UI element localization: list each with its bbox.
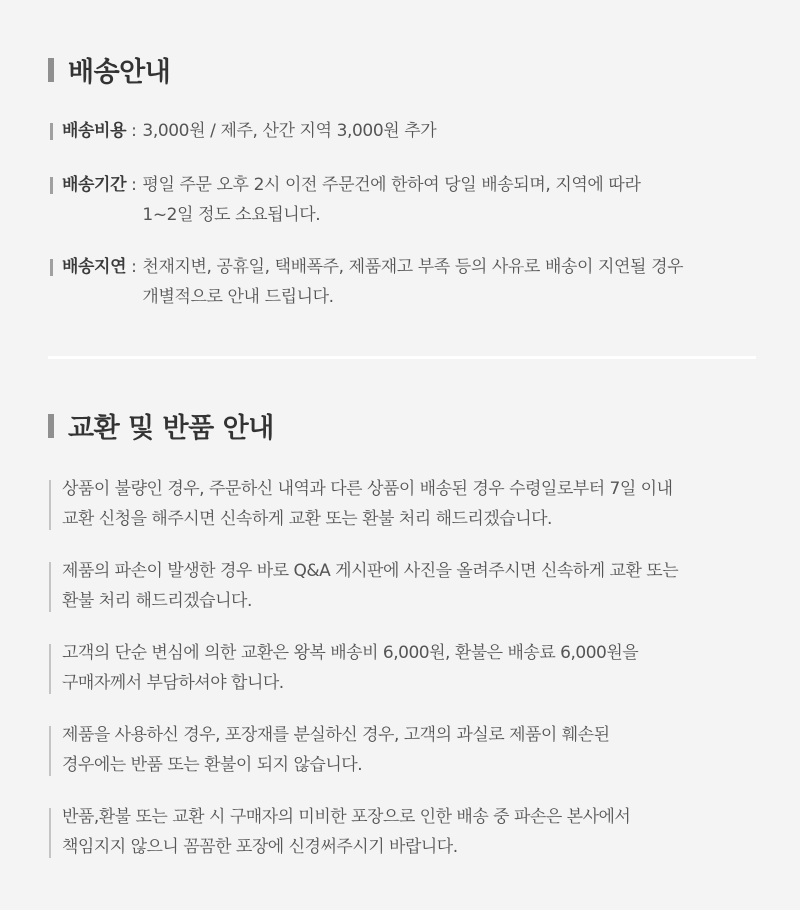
notice-text: 제품의 파손이 발생한 경우 바로 Q&A 게시판에 사진을 올려주시면 신속하게 교환 또는 환불 처리 해드리겠습니다. — [62, 561, 679, 611]
colon: : — [131, 257, 137, 277]
exchange-title — [48, 406, 274, 445]
notice-bar — [49, 808, 51, 858]
section-divider — [48, 356, 756, 359]
shipping-period-text: 평일 주문 오후 2시 이전 주문건에 한하여 당일 배송되며, 지역에 따라 1~2일 정도 소요됩니다. — [142, 175, 641, 225]
colon: : — [131, 175, 137, 195]
shipping-cost-label: 배송비용 — [62, 121, 127, 141]
notice-text: 제품을 사용하신 경우, 포장재를 분실하신 경우, 고객의 과실로 제품이 훼손된 경우에는 반품 또는 환불이 되지 않습니다. — [62, 725, 610, 775]
shipping-title — [48, 50, 170, 89]
notice-text: 반품,환불 또는 교환 시 구매자의 미비한 포장으로 인한 배송 중 파손은 본사에서 책임지지 않으니 꼼꼼한 포장에 신경써주시기 바랍니다. — [62, 807, 631, 857]
title-bar — [48, 58, 54, 82]
notice-text: 고객의 단순 변심에 의한 교환은 왕복 배송비 6,000원, 환불은 배송료 6,000원을 구매자께서 부담하셔야 합니다. — [62, 643, 639, 693]
exchange-notice-4 — [49, 720, 772, 780]
shipping-delay-text: 천재지변, 공휴일, 택배폭주, 제품재고 부족 등의 사유로 배송이 지연될 경우 개별적으로 안내 드립니다. — [142, 257, 684, 307]
shipping-delay-row — [50, 252, 770, 312]
shipping-delay-label: 배송지연 — [62, 257, 127, 277]
notice-bar — [49, 562, 51, 612]
row-bar — [50, 259, 53, 276]
notice-text: 상품이 불량인 경우, 주문하신 내역과 다른 상품이 배송된 경우 수령일로부터 7일 이내 교환 신청을 해주시면 신속하게 교환 또는 환불 처리 해드리겠습니다. — [62, 479, 673, 529]
exchange-notice-3 — [49, 638, 772, 698]
shipping-cost-text: 3,000원 / 제주, 산간 지역 3,000원 추가 — [142, 121, 437, 141]
notice-bar — [49, 480, 51, 530]
notice-bar — [49, 726, 51, 776]
colon: : — [131, 121, 137, 141]
shipping-period-label: 배송기간 — [62, 175, 127, 195]
row-bar — [50, 123, 53, 140]
shipping-cost-row — [50, 116, 770, 146]
row-bar — [50, 177, 53, 194]
notice-bar — [49, 644, 51, 694]
exchange-notice-2 — [49, 556, 772, 616]
exchange-notice-1 — [49, 474, 772, 534]
exchange-title-text: 교환 및 반품 안내 — [68, 413, 274, 444]
title-bar — [48, 414, 54, 438]
shipping-period-row — [50, 170, 770, 230]
exchange-notice-5 — [49, 802, 772, 862]
shipping-title-text: 배송안내 — [68, 57, 171, 88]
